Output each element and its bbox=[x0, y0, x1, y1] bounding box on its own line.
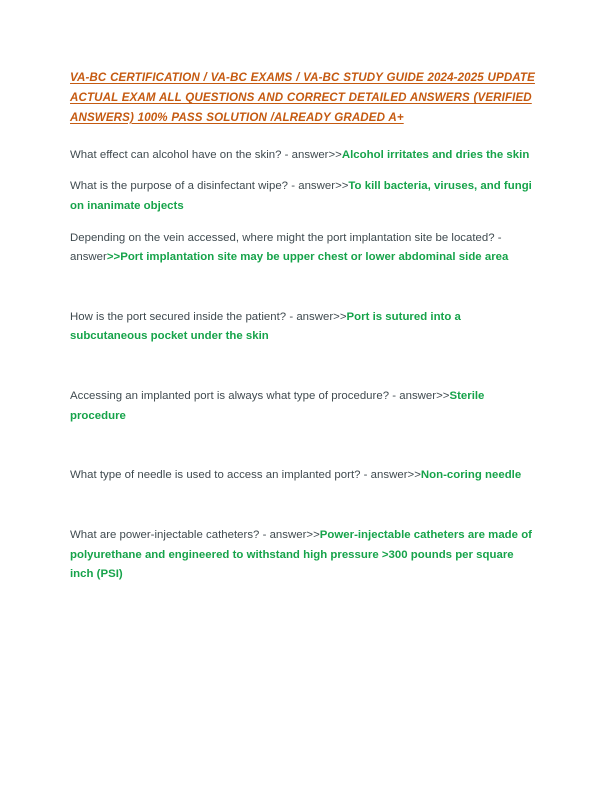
qa-entry bbox=[70, 466, 540, 486]
qa-entry-list bbox=[70, 146, 540, 585]
qa-entry bbox=[70, 177, 540, 216]
document-content bbox=[70, 68, 540, 597]
qa-question: What effect can alcohol have on the skin? - answer bbox=[70, 148, 329, 161]
qa-separator: >> bbox=[328, 148, 342, 161]
qa-separator: >> bbox=[407, 469, 421, 482]
qa-question: How is the port secured inside the patient? - answer bbox=[70, 310, 334, 323]
qa-answer: Alcohol irritates and dries the skin bbox=[341, 148, 530, 161]
qa-question: What are power-injectable catheters? - answer bbox=[70, 528, 307, 541]
qa-entry bbox=[70, 387, 540, 426]
document-title: VA-BC CERTIFICATION / VA-BC EXAMS / VA-BC STUDY GUIDE 2024-2025 UPDATE ACTUAL EXAM ALL QUESTIONS AND CORRECT DETAILED ANSWERS (VERIFIED ANSWERS) 100% PASS SOLUTION /ALREADY GRADED A+ bbox=[70, 71, 535, 124]
qa-separator: >> bbox=[335, 180, 349, 193]
qa-answer: To kill bacteria, viruses, and fungi on inanimate objects bbox=[70, 180, 532, 213]
qa-question: Accessing an implanted port is always what type of procedure? - answer bbox=[70, 390, 437, 403]
qa-answer: Port implantation site may be upper chest or lower abdominal side area bbox=[120, 251, 509, 264]
qa-entry bbox=[70, 229, 540, 268]
qa-question: What is the purpose of a disinfectant wipe? - answer bbox=[70, 180, 336, 193]
qa-separator: >> bbox=[333, 310, 347, 323]
qa-entry bbox=[70, 308, 540, 347]
qa-separator: >> bbox=[436, 390, 450, 403]
qa-question: Depending on the vein accessed, where might the port implantation site be located? - answer bbox=[70, 231, 502, 264]
qa-answer: Sterile procedure bbox=[70, 390, 485, 422]
qa-question: What type of needle is used to access an implanted port? - answer bbox=[70, 469, 408, 482]
qa-answer: Non-coring needle bbox=[420, 469, 522, 482]
qa-separator: >> bbox=[106, 251, 121, 264]
qa-entry bbox=[70, 146, 540, 166]
qa-answer: Port is sutured into a subcutaneous pocket under the skin bbox=[70, 310, 461, 343]
qa-separator: >> bbox=[306, 528, 320, 541]
qa-answer: Power-injectable catheters are made of polyurethane and engineered to withstand high pressure >300 pounds per square inch (PSI) bbox=[70, 528, 532, 581]
qa-entry bbox=[70, 526, 540, 585]
